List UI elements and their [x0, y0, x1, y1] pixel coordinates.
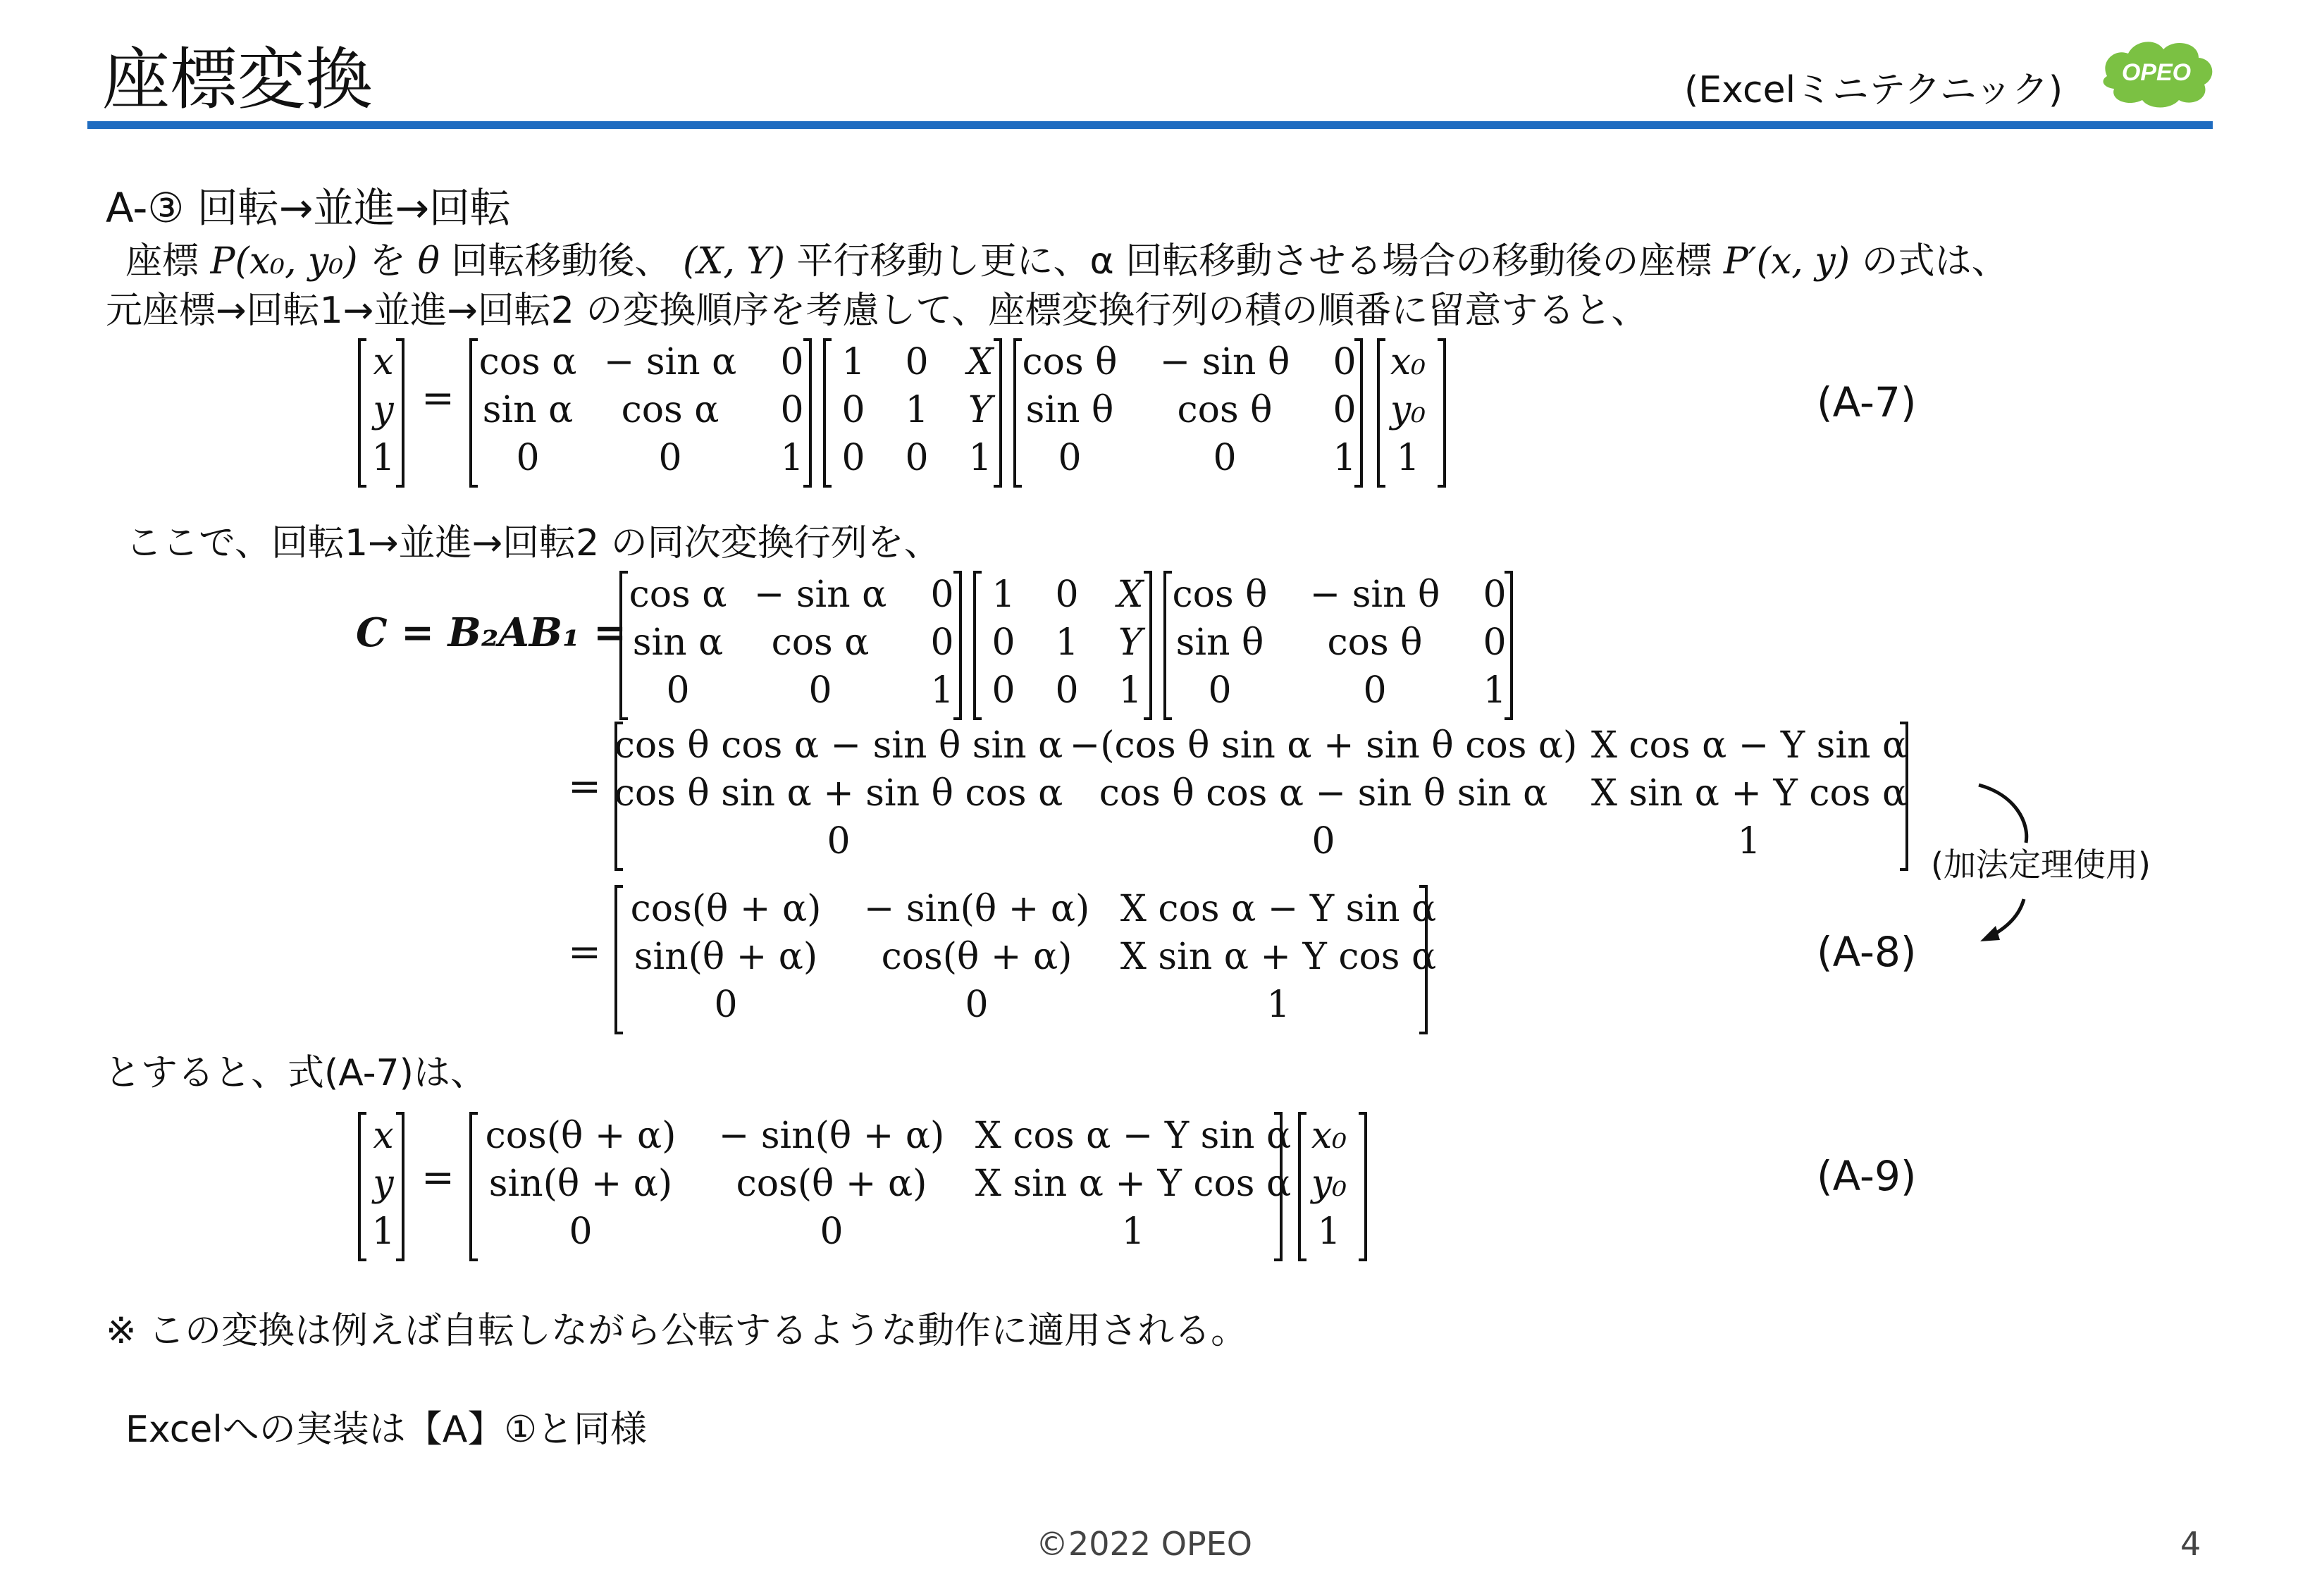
- matrix-cell: 1: [992, 574, 1015, 616]
- addition-theorem-note: (加法定理使用): [1931, 846, 2151, 884]
- matrix-cell: 0: [1483, 621, 1507, 664]
- matrix-cell: 0: [1333, 341, 1357, 383]
- matrix-cell: − sin α: [753, 574, 887, 616]
- matrix-cell: cos θ cos α − sin θ sin α: [614, 724, 1063, 767]
- matrix-cell: y₀: [1390, 389, 1426, 431]
- eq8-number: (A-8): [1817, 928, 1917, 976]
- intro-xy: (X, Y): [683, 240, 786, 283]
- matrix-cell: 0: [1213, 437, 1237, 479]
- matrix-cell: 1: [780, 437, 804, 479]
- matrix-cell: 1: [841, 341, 865, 383]
- eq8-expanded-matrix: [613, 720, 1910, 872]
- matrix-cell: 0: [992, 621, 1015, 664]
- matrix-cell: 0: [780, 389, 804, 431]
- matrix-cell: −(cos θ sin α + sin θ cos α): [1069, 724, 1578, 767]
- eq9-equals: =: [421, 1155, 455, 1201]
- matrix-cell: 0: [905, 437, 929, 479]
- matrix-cell: − sin(θ + α): [863, 888, 1090, 930]
- matrix-cell: X cos α − Y sin α: [1590, 724, 1908, 767]
- matrix-cell: cos(θ + α): [630, 888, 822, 930]
- page-number: 4: [2180, 1525, 2201, 1563]
- intro-point-p0: P(x₀, y₀): [210, 240, 358, 283]
- matrix-cell: X sin α + Y cos α: [975, 1163, 1292, 1205]
- matrix-cell: − sin α: [603, 341, 737, 383]
- matrix-cell: sin(θ + α): [634, 936, 818, 978]
- matrix-cell: x: [373, 1115, 394, 1157]
- matrix-cell: sin α: [632, 621, 724, 664]
- here-text: ここで、回転1→並進→回転2 の同次変換行列を、: [125, 522, 941, 564]
- matrix-cell: 0: [1055, 669, 1079, 712]
- opeo-logo: [2093, 34, 2220, 111]
- matrix-cell: 1: [1483, 669, 1507, 712]
- matrix-cell: 1: [371, 1211, 395, 1253]
- matrix-cell: cos(θ + α): [485, 1115, 677, 1157]
- matrix-cell: X sin α + Y cos α: [1120, 936, 1437, 978]
- matrix-cell: 1: [930, 669, 954, 712]
- matrix-cell: 0: [905, 341, 929, 383]
- matrix-cell: X: [967, 341, 994, 383]
- matrix-cell: cos α: [629, 574, 727, 616]
- matrix-cell: 0: [780, 341, 804, 383]
- matrix-cell: 1: [905, 389, 929, 431]
- eq8-rotation-alpha: [618, 569, 963, 722]
- matrix-cell: 1: [1055, 621, 1079, 664]
- eq7-number: (A-7): [1817, 378, 1917, 426]
- section-heading: A-③ 回転→並進→回転: [106, 184, 511, 232]
- matrix-cell: 1: [1266, 984, 1290, 1026]
- matrix-cell: y: [373, 1163, 394, 1205]
- eq9-lhs-vector: [357, 1111, 406, 1263]
- matrix-cell: 0: [1363, 669, 1387, 712]
- header-rule: [87, 121, 2213, 129]
- matrix-cell: cos θ: [1022, 341, 1118, 383]
- matrix-cell: 0: [1333, 389, 1357, 431]
- matrix-cell: cos α: [621, 389, 719, 431]
- matrix-cell: cos α: [771, 621, 870, 664]
- matrix-cell: Y: [1118, 621, 1143, 664]
- eq7-source-vector: [1376, 337, 1447, 489]
- eq7-rotation-theta: [1012, 337, 1364, 489]
- matrix-cell: 1: [1121, 1211, 1145, 1253]
- matrix-cell: x: [373, 341, 394, 383]
- matrix-cell: 1: [968, 437, 992, 479]
- intro-theta: θ: [417, 240, 440, 283]
- matrix-cell: 0: [1483, 574, 1507, 616]
- eq8-equals-expanded: =: [568, 764, 601, 810]
- eq8-lhs: C = B₂AB₁ =: [356, 610, 627, 656]
- matrix-cell: 0: [1208, 669, 1232, 712]
- matrix-cell: 0: [827, 820, 851, 862]
- matrix-cell: cos θ sin α + sin θ cos α: [614, 772, 1063, 815]
- matrix-cell: sin α: [482, 389, 574, 431]
- eq9-combined-matrix: [468, 1111, 1292, 1263]
- intro-text-c: 回転移動後、: [451, 240, 672, 283]
- matrix-cell: cos θ: [1172, 574, 1268, 616]
- matrix-cell: X: [1117, 574, 1144, 616]
- matrix-cell: 0: [658, 437, 682, 479]
- matrix-cell: 0: [930, 574, 954, 616]
- matrix-cell: 0: [714, 984, 738, 1026]
- matrix-cell: 1: [1737, 820, 1761, 862]
- matrix-cell: 0: [1311, 820, 1335, 862]
- matrix-cell: y: [373, 389, 394, 431]
- matrix-cell: cos α: [478, 341, 577, 383]
- matrix-cell: X sin α + Y cos α: [1590, 772, 1908, 815]
- matrix-cell: Y: [968, 389, 993, 431]
- eq9-number: (A-9): [1817, 1152, 1917, 1200]
- matrix-cell: 0: [841, 389, 865, 431]
- matrix-cell: − sin θ: [1159, 341, 1290, 383]
- matrix-cell: cos(θ + α): [736, 1163, 927, 1205]
- matrix-cell: cos θ: [1327, 621, 1423, 664]
- matrix-cell: 0: [1058, 437, 1082, 479]
- matrix-cell: 0: [808, 669, 832, 712]
- matrix-cell: − sin θ: [1309, 574, 1440, 616]
- eq8-equals-simplified: =: [568, 929, 601, 975]
- matrix-cell: 0: [666, 669, 690, 712]
- matrix-cell: − sin(θ + α): [718, 1115, 945, 1157]
- intro-text-d: 平行移動し更に、α 回転移動させる場合の移動後の座標: [796, 240, 1712, 283]
- logo-text: OPEO: [2121, 59, 2192, 86]
- eq7-equals: =: [421, 376, 455, 421]
- intro-line-1: [125, 240, 2008, 283]
- matrix-cell: 0: [569, 1211, 593, 1253]
- eq7-rotation-alpha: [468, 337, 813, 489]
- matrix-cell: 0: [965, 984, 989, 1026]
- matrix-cell: 1: [371, 437, 395, 479]
- eq8-rotation-theta: [1162, 569, 1514, 722]
- matrix-cell: x₀: [1390, 341, 1426, 383]
- eq7-translation: [822, 337, 1003, 489]
- copyright: ©2022 OPEO: [1036, 1525, 1252, 1563]
- intro-point-p1: P′(x, y): [1723, 240, 1851, 283]
- matrix-cell: 1: [1118, 669, 1142, 712]
- eq9-source-vector: [1297, 1111, 1369, 1263]
- matrix-cell: 0: [820, 1211, 844, 1253]
- intro-text-b: を: [369, 240, 407, 283]
- matrix-cell: 0: [1055, 574, 1079, 616]
- matrix-cell: cos θ: [1177, 389, 1273, 431]
- intro-text-a: 座標: [125, 240, 199, 283]
- matrix-cell: X cos α − Y sin α: [1120, 888, 1437, 930]
- note-text: ※ この変換は例えば自転しながら公転するような動作に適用される。: [106, 1310, 1248, 1352]
- matrix-cell: cos θ cos α − sin θ sin α: [1099, 772, 1548, 815]
- eq8-simplified-matrix: [613, 884, 1437, 1036]
- matrix-cell: y₀: [1311, 1163, 1347, 1205]
- intro-text-e: の式は、: [1861, 240, 2008, 283]
- matrix-cell: sin θ: [1025, 389, 1114, 431]
- matrix-cell: 1: [1333, 437, 1357, 479]
- matrix-cell: 0: [516, 437, 540, 479]
- matrix-cell: 1: [1396, 437, 1420, 479]
- eq7-lhs-vector: [357, 337, 406, 489]
- matrix-cell: 0: [930, 621, 954, 664]
- page-subtitle: (Excelミニテクニック): [1684, 69, 2063, 111]
- matrix-cell: cos(θ + α): [881, 936, 1073, 978]
- intro-line-2: 元座標→回転1→並進→回転2 の変換順序を考慮して、座標変換行列の積の順番に留意すると、: [106, 290, 1648, 332]
- implementation-text: Excelへの実装は【A】①と同様: [125, 1409, 647, 1451]
- then-text: とすると、式(A-7)は、: [104, 1052, 487, 1094]
- matrix-cell: 0: [992, 669, 1015, 712]
- matrix-cell: X cos α − Y sin α: [975, 1115, 1292, 1157]
- page-title: 座標変換: [102, 40, 373, 119]
- matrix-cell: sin θ: [1175, 621, 1264, 664]
- matrix-cell: x₀: [1311, 1115, 1347, 1157]
- eq8-translation: [972, 569, 1154, 722]
- matrix-cell: sin(θ + α): [488, 1163, 673, 1205]
- matrix-cell: 1: [1317, 1211, 1341, 1253]
- matrix-cell: 0: [841, 437, 865, 479]
